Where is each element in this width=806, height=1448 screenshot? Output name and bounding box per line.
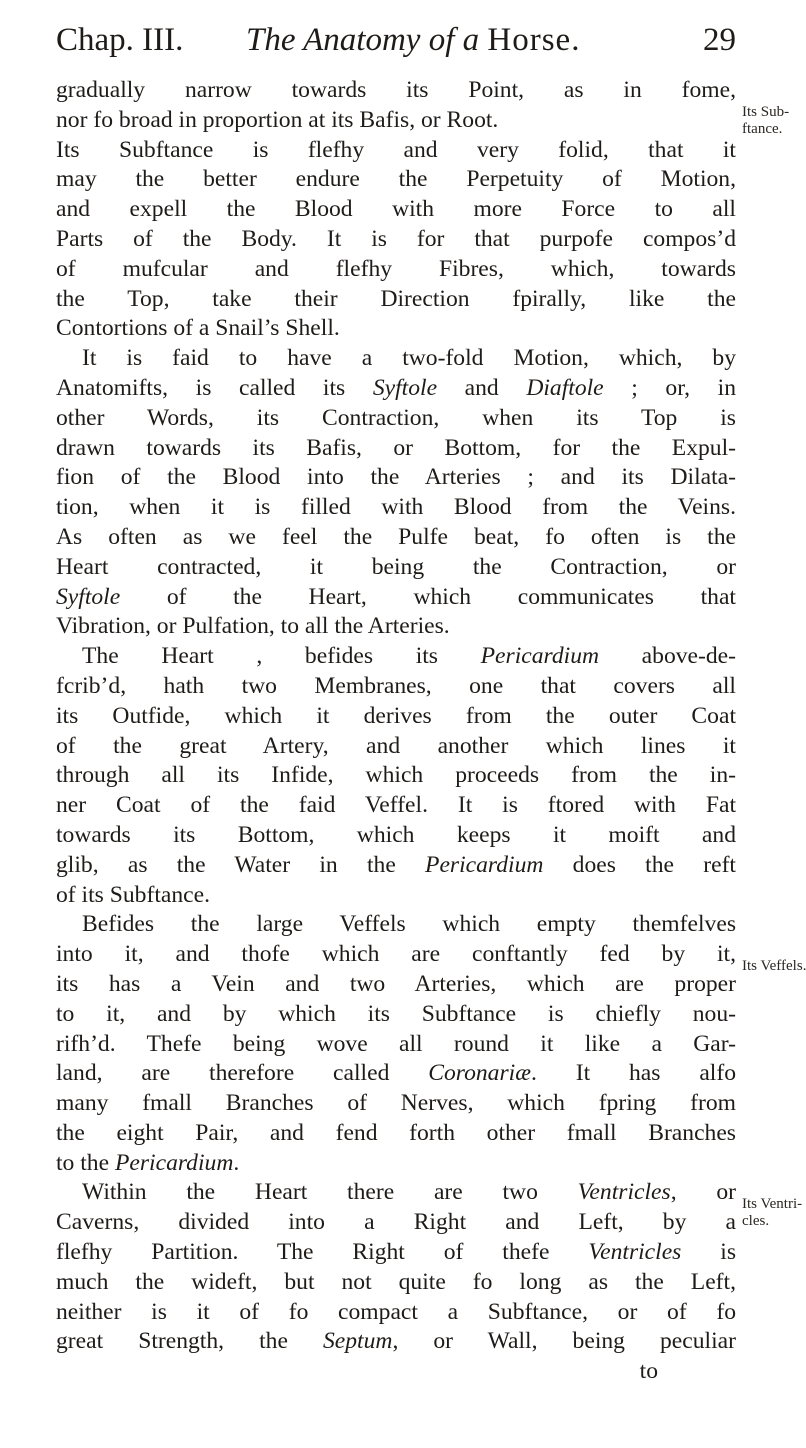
italic-term: Ventricles (588, 1239, 682, 1266)
text-segment: the Top, take their Direction fpirally, like the (56, 285, 736, 312)
text-segment: is (681, 1239, 736, 1266)
marginal-note-line: cles. (742, 1213, 770, 1229)
text-segment: Parts of the Body. It is for that purpofe compos’d (56, 225, 736, 252)
text-line (56, 732, 736, 762)
text-line (56, 672, 736, 702)
text-segment: Vibration, or Pulfation, to all the Arteries. (56, 613, 450, 640)
text-segment: . (233, 1149, 240, 1176)
text-line (56, 1000, 736, 1030)
text-line (56, 761, 736, 791)
text-line (56, 314, 736, 344)
text-line (56, 1298, 736, 1328)
text-segment: above-de- (599, 643, 736, 670)
text-segment: Within the Heart there are two (82, 1179, 578, 1206)
text-segment: , or Wall, being peculiar (392, 1328, 736, 1355)
text-line (56, 851, 736, 881)
marginal-note-line: Its Sub- (742, 104, 790, 120)
marginal-note-ventricles (742, 1196, 802, 1230)
text-line (56, 612, 736, 642)
italic-term: Ventricles (577, 1179, 671, 1206)
text-segment: glib, as the Water in the (56, 851, 426, 878)
text-segment: does the reft (543, 851, 736, 878)
text-segment: Anatomifts, is called its (56, 374, 373, 401)
italic-term: Syftole (56, 583, 121, 610)
text-segment: drawn towards its Bafis, or Bottom, for the Expul- (56, 434, 736, 461)
text-segment: It is faid to have a two-fold Motion, which, by (82, 345, 736, 372)
text-line (56, 1149, 736, 1179)
text-line (56, 791, 736, 821)
text-line (56, 1119, 736, 1149)
text-segment: Caverns, divided into a Right and Left, by a (56, 1209, 736, 1236)
text-line (56, 195, 736, 225)
text-segment: The Heart , befides its (82, 643, 481, 670)
text-segment: Befides the large Veffels which empty themfelves (82, 911, 736, 938)
text-line (56, 76, 736, 106)
text-segment: flefhy Partition. The Right of thefe (56, 1239, 589, 1266)
text-line (56, 1208, 736, 1238)
text-segment: into it, and thofe which are conftantly fed by it, (56, 941, 736, 968)
text-segment: gradually narrow towards its Point, as in fome, (56, 77, 736, 103)
italic-term: Coronariæ (428, 1060, 531, 1087)
text-segment: its has a Vein and two Arteries, which are proper (56, 970, 736, 997)
text-line (56, 910, 736, 940)
text-segment: fcrib’d, hath two Membranes, one that covers all (56, 672, 736, 699)
text-segment: Heart contracted, it being the Contraction, or (56, 553, 736, 580)
text-segment: to (639, 1358, 658, 1385)
text-segment: Its Subftance is flefhy and very folid, that it (56, 136, 736, 163)
text-line (56, 1238, 736, 1268)
text-segment: , or (670, 1179, 736, 1206)
text-line (56, 374, 736, 404)
text-line (56, 1178, 736, 1208)
italic-term: Pericardium (114, 1149, 234, 1176)
text-segment: through all its Infide, which proceeds from the in- (56, 762, 736, 789)
text-segment: Contortions of a Snail’s Shell. (56, 315, 340, 342)
text-line (56, 344, 736, 374)
text-line (56, 404, 736, 434)
text-segment: its Outfide, which it derives from the outer Coat (56, 702, 736, 729)
chapter-label: Chap. III. (56, 22, 184, 58)
italic-term: Diaftole (526, 374, 604, 401)
book-title-italic: The Anatomy of a (246, 22, 488, 58)
page-number: 29 (703, 22, 736, 58)
text-line (56, 463, 736, 493)
text-segment: to it, and by which its Subftance is chiefly nou- (56, 1000, 736, 1027)
text-segment: nor fo broad in proportion at its Bafis, or Root. (56, 106, 499, 133)
text-segment: tion, when it is filled with Blood from the Veins. (56, 494, 736, 521)
text-segment: towards its Bottom, which keeps it moift and (56, 821, 736, 848)
book-title-caps: Horse. (487, 22, 581, 58)
text-line (56, 970, 736, 1000)
text-segment: ; or, in (603, 374, 736, 401)
text-segment: the eight Pair, and fend forth other fmall Branches (56, 1119, 736, 1146)
text-segment: neither is it of fo compact a Subftance, or of fo (56, 1298, 736, 1325)
text-segment: great Strength, the (56, 1328, 323, 1355)
text-line (56, 553, 736, 583)
text-line (56, 881, 736, 911)
text-segment: ner Coat of the faid Veffel. It is ftored with Fat (56, 792, 736, 819)
text-line (56, 583, 736, 613)
italic-term: Pericardium (480, 643, 600, 670)
text-line (56, 1268, 736, 1298)
text-segment: . It has alfo (530, 1060, 737, 1087)
text-line (56, 821, 736, 851)
body-text (56, 76, 736, 1387)
text-line (56, 642, 736, 672)
text-line (56, 702, 736, 732)
text-line (56, 1089, 736, 1119)
italic-term: Syftole (372, 374, 438, 401)
text-segment: other Words, its Contraction, when its Top is (56, 404, 736, 431)
text-segment: of its Subftance. (56, 881, 210, 908)
text-line (56, 1059, 736, 1089)
text-line (56, 165, 736, 195)
running-head (56, 14, 736, 66)
italic-term: Pericardium (425, 851, 544, 878)
text-segment: rifh’d. Thefe being wove all round it like a Gar- (56, 1030, 736, 1057)
text-segment: of mufcular and flefhy Fibres, which, towards (56, 255, 736, 282)
text-line (56, 136, 736, 166)
text-line (56, 255, 736, 285)
text-segment: and expell the Blood with more Force to all (56, 196, 736, 223)
text-segment: to the (56, 1149, 115, 1176)
catchword (56, 1357, 736, 1387)
marginal-note-line: Its Ventri- (742, 1196, 803, 1212)
text-line (56, 106, 736, 136)
text-segment: of the Heart, which communicates that (120, 583, 736, 610)
text-segment: many fmall Branches of Nerves, which fpring from (56, 1090, 736, 1117)
marginal-note-substance (742, 104, 802, 138)
text-segment: of the great Artery, and another which lines it (56, 732, 736, 759)
text-line (56, 225, 736, 255)
text-segment: much the wideft, but not quite fo long as the Left, (56, 1268, 736, 1295)
text-segment: land, are therefore called (56, 1060, 429, 1087)
text-line (56, 523, 736, 553)
text-line (56, 434, 736, 464)
text-line (56, 940, 736, 970)
marginal-note-line: Its Veffels. (742, 958, 806, 974)
text-segment: may the better endure the Perpetuity of Motion, (56, 166, 736, 193)
book-title (246, 14, 580, 66)
text-line (56, 1030, 736, 1060)
text-line (56, 285, 736, 315)
text-segment: As often as we feel the Pulfe beat, fo often is the (56, 523, 736, 550)
text-line (56, 493, 736, 523)
italic-term: Septum (322, 1328, 393, 1355)
text-segment: fion of the Blood into the Arteries ; and its Dilata- (56, 464, 736, 491)
marginal-note-vessels (742, 958, 806, 975)
marginal-note-line: ftance. (742, 121, 783, 137)
text-segment: and (437, 374, 527, 401)
text-line (56, 1327, 736, 1357)
